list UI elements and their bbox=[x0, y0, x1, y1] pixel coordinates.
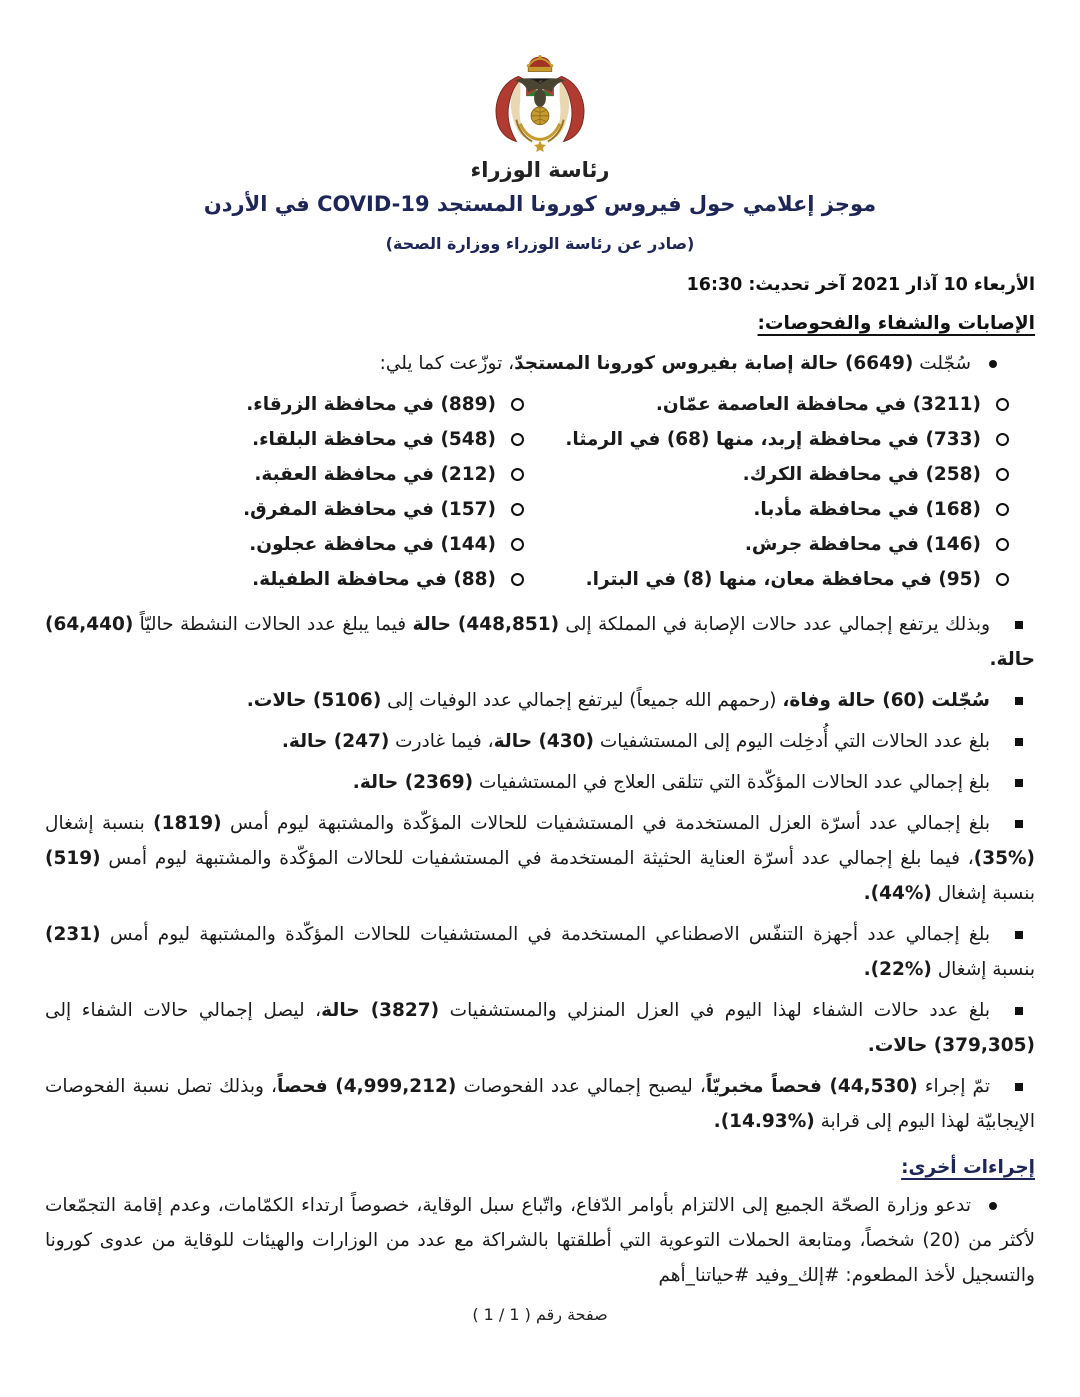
stat-bullet bbox=[45, 683, 1035, 718]
page-footer: صفحة رقم ( 1 / 1 ) bbox=[472, 1305, 608, 1324]
logo-block bbox=[45, 0, 1035, 182]
governorate-text: (157) في محافظة المفرق. bbox=[243, 499, 496, 520]
stat-bullet bbox=[45, 993, 1035, 1063]
governorate-row bbox=[45, 387, 1035, 422]
square-bullet-icon bbox=[1015, 738, 1023, 746]
document-title: موجز إعلامي حول فيروس كورونا المستجد COVID-19 في الأردن bbox=[203, 192, 877, 216]
circle-bullet-icon bbox=[511, 433, 524, 446]
text-segment: (44,530) فحصاً مخبريّاً bbox=[705, 1076, 918, 1097]
jordan-coat-of-arms-logo bbox=[481, 54, 599, 154]
circle-bullet-icon bbox=[511, 503, 524, 516]
governorate-item bbox=[540, 429, 1035, 450]
stat-bullet bbox=[45, 806, 1035, 911]
text-segment: بلغ إجمالي عدد أجهزة التنفّس الاصطناعي المستخدمة في المستشفيات للحالات المؤكّدة والمشتبهة ليوم أمس bbox=[100, 924, 990, 945]
governorate-row bbox=[45, 527, 1035, 562]
text-segment: (231) bbox=[45, 924, 101, 945]
text-segment: ، فيما بلغ إجمالي عدد أسرّة العناية الحثيثة المستخدمة في المستشفيات للحالات المؤكّدة والمشتبهة ليوم أمس bbox=[100, 848, 974, 869]
text-segment: (3827) حالة bbox=[321, 1000, 440, 1021]
text-segment: بنسبة إشغال bbox=[45, 813, 154, 834]
circle-bullet-icon bbox=[996, 503, 1009, 516]
text-segment: (%14.93). bbox=[713, 1111, 815, 1132]
stat-bullet bbox=[45, 607, 1035, 677]
governorate-row bbox=[45, 422, 1035, 457]
text-segment: (448,851) حالة bbox=[412, 614, 560, 635]
square-bullet-icon bbox=[1015, 697, 1023, 705]
governorate-item bbox=[540, 394, 1035, 415]
section-heading-stats: الإصابات والشفاء والفحوصات: bbox=[757, 313, 1035, 334]
governorate-row bbox=[45, 492, 1035, 527]
text-segment: فيما يبلغ عدد الحالات النشطة حاليّاً bbox=[133, 614, 413, 635]
text-segment: ، توزّعت كما يلي: bbox=[379, 353, 515, 374]
governorate-text: (258) في محافظة الكرك. bbox=[742, 464, 981, 485]
circle-bullet-icon bbox=[511, 468, 524, 481]
governorate-text: (889) في محافظة الزرقاء. bbox=[246, 394, 496, 415]
square-bullet-icon bbox=[1015, 820, 1023, 828]
governorate-text: (733) في محافظة إربد، منها (68) في الرمثا. bbox=[565, 429, 981, 450]
circle-bullet-icon bbox=[511, 573, 524, 586]
text-segment: (247) حالة. bbox=[281, 731, 390, 752]
governorate-row bbox=[45, 457, 1035, 492]
text-segment: وبذلك يرتفع إجمالي عدد حالات الإصابة في المملكة إلى bbox=[559, 614, 991, 635]
text-segment: (64,440) حالة. bbox=[45, 614, 1035, 670]
square-bullet-icon bbox=[1015, 621, 1023, 629]
governorate-row bbox=[45, 562, 1035, 597]
text-segment: (6649) حالة إصابة بفيروس كورونا المستجدّ bbox=[514, 353, 914, 374]
square-bullet-icon bbox=[1015, 1083, 1023, 1091]
text-segment: (430) حالة bbox=[493, 731, 595, 752]
circle-bullet-icon bbox=[996, 538, 1009, 551]
governorate-text: (88) في محافظة الطفيلة. bbox=[252, 569, 496, 590]
text-segment: بلغ عدد الحالات التي أُدخِلت اليوم إلى المستشفيات bbox=[594, 731, 990, 752]
text-segment: تدعو وزارة الصحّة الجميع إلى الالتزام بأوامر الدّفاع، واتّباع سبل الوقاية، خصوصاً ارتداء الكمّامات، وعدم إقامة التجمّعات لأكثر من (20) شخصاً، ومتابعة الحملات التوعوية التي أطلقتها بالشراكة مع عدد من الوزارات والهيئات للوقاية من عدوى كورونا والتسجيل لأخذ المطعوم: #إلك_وفيد #حياتنا_أهم bbox=[45, 1195, 1036, 1286]
text-segment: تمّ إجراء bbox=[917, 1076, 990, 1097]
governorate-item bbox=[540, 534, 1035, 555]
text-segment: (%35) bbox=[973, 848, 1035, 869]
text-segment: سُجّلت bbox=[913, 353, 971, 374]
closing-bullet bbox=[45, 1188, 1035, 1293]
text-segment: (4,999,212) فحصاً bbox=[277, 1076, 457, 1097]
text-segment: (رحمهم الله جميعاً) ليرتفع إجمالي عدد الوفيات إلى bbox=[381, 690, 783, 711]
text-segment: ، ليصبح إجمالي عدد الفحوصات bbox=[456, 1076, 706, 1097]
logo-caption: رئاسة الوزراء bbox=[470, 158, 610, 182]
governorate-item bbox=[540, 464, 1035, 485]
date-line: الأربعاء 10 آذار 2021 آخر تحديث: 16:30 bbox=[686, 275, 1035, 295]
text-segment: ، وبذلك تصل نسبة الفحوصات الإيجابيّة لهذا اليوم إلى قرابة bbox=[45, 1076, 1035, 1132]
square-bullet-icon bbox=[1015, 931, 1023, 939]
governorates-list bbox=[45, 387, 1035, 597]
text-segment: (2369) حالة. bbox=[352, 772, 474, 793]
document-subtitle: (صادر عن رئاسة الوزراء ووزارة الصحة) bbox=[385, 234, 695, 253]
governorate-text: (212) في محافظة العقبة. bbox=[254, 464, 496, 485]
text-segment: (%22). bbox=[863, 959, 932, 980]
governorate-item bbox=[540, 569, 1035, 590]
governorate-text: (95) في محافظة معان، منها (8) في البترا. bbox=[585, 569, 981, 590]
governorate-item bbox=[45, 429, 540, 450]
text-segment: ، فيما غادرت bbox=[389, 731, 494, 752]
text-segment: (5106) حالات. bbox=[246, 690, 382, 711]
circle-bullet-icon bbox=[511, 538, 524, 551]
dot-bullet-icon bbox=[989, 360, 997, 368]
governorate-item bbox=[45, 394, 540, 415]
circle-bullet-icon bbox=[511, 398, 524, 411]
circle-bullet-icon bbox=[996, 468, 1009, 481]
circle-bullet-icon bbox=[996, 573, 1009, 586]
governorate-item bbox=[45, 499, 540, 520]
governorate-item bbox=[540, 499, 1035, 520]
text-segment: (519) bbox=[45, 848, 101, 869]
text-segment: بلغ إجمالي عدد أسرّة العزل المستخدمة في المستشفيات للحالات المؤكّدة والمشتبهة ليوم أمس bbox=[221, 813, 990, 834]
text-segment: (379,305) حالات. bbox=[867, 1035, 1035, 1056]
section-heading-other: إجراءات أخرى: bbox=[901, 1157, 1035, 1178]
circle-bullet-icon bbox=[996, 398, 1009, 411]
text-segment: بلغ عدد حالات الشفاء لهذا اليوم في العزل المنزلي والمستشفيات bbox=[439, 1000, 991, 1021]
text-segment: (1819) bbox=[153, 813, 222, 834]
square-bullet-icon bbox=[1015, 779, 1023, 787]
governorate-text: (146) في محافظة جرش. bbox=[744, 534, 981, 555]
dot-bullet-icon bbox=[989, 1202, 997, 1210]
stat-bullet bbox=[45, 724, 1035, 759]
governorate-text: (144) في محافظة عجلون. bbox=[249, 534, 496, 555]
text-segment: بنسبة إشغال bbox=[931, 959, 1035, 980]
text-segment: بنسبة إشغال bbox=[931, 883, 1035, 904]
text-segment: سُجّلت (60) حالة وفاة، bbox=[782, 690, 990, 711]
circle-bullet-icon bbox=[996, 433, 1009, 446]
stat-bullet bbox=[45, 765, 1035, 800]
stat-bullet bbox=[45, 1069, 1035, 1139]
text-segment: بلغ إجمالي عدد الحالات المؤكّدة التي تتلقى العلاج في المستشفيات bbox=[473, 772, 990, 793]
governorate-item bbox=[45, 534, 540, 555]
governorate-text: (548) في محافظة البلقاء. bbox=[252, 429, 496, 450]
stat-bullet bbox=[45, 917, 1035, 987]
square-bullet-icon bbox=[1015, 1007, 1023, 1015]
text-segment: (%44). bbox=[863, 883, 932, 904]
governorate-text: (168) في محافظة مأدبا. bbox=[753, 499, 981, 520]
governorate-item bbox=[45, 569, 540, 590]
governorate-item bbox=[45, 464, 540, 485]
intro-bullet bbox=[45, 346, 1035, 381]
governorate-text: (3211) في محافظة العاصمة عمّان. bbox=[655, 394, 981, 415]
text-segment: ، ليصل إجمالي حالات الشفاء إلى bbox=[45, 1000, 322, 1021]
